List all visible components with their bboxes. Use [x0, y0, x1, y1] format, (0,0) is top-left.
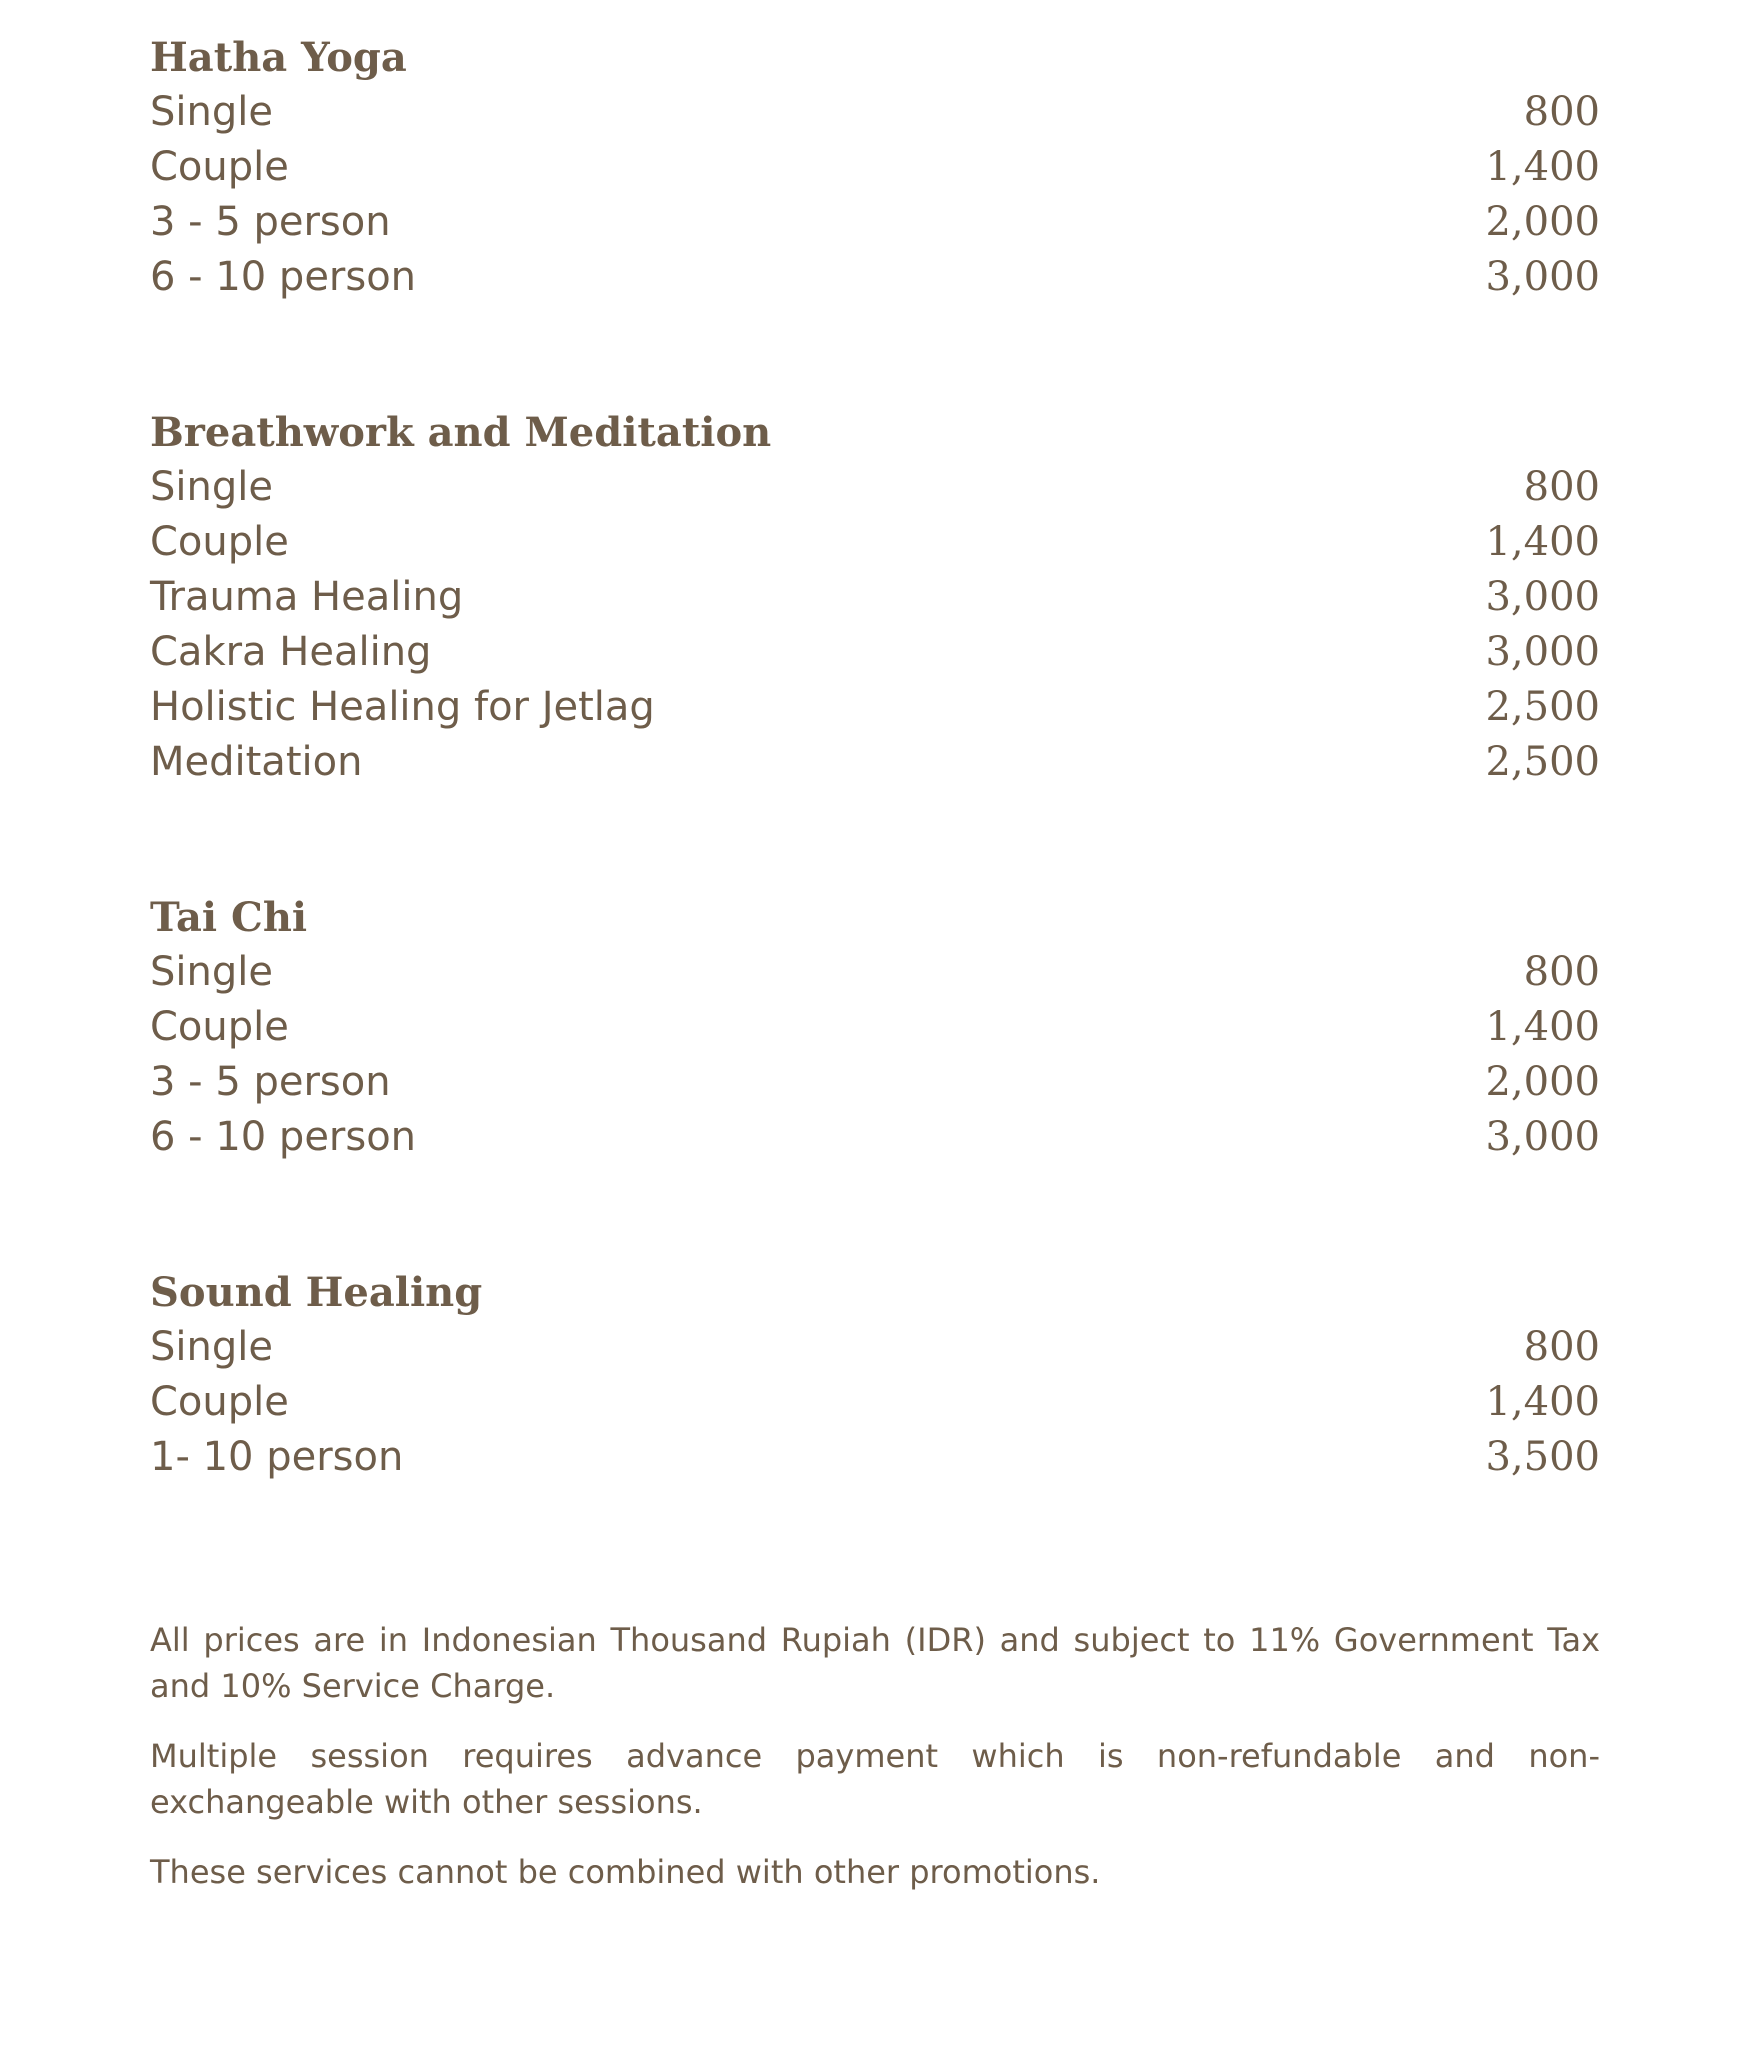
- item-label: Trauma Healing: [150, 574, 464, 620]
- price-row: [150, 680, 1600, 735]
- item-price: 3,500: [1485, 1434, 1600, 1480]
- item-price: 1,400: [1485, 144, 1600, 190]
- item-label: Holistic Healing for Jetlag: [150, 684, 655, 730]
- item-price: 3,000: [1485, 254, 1600, 300]
- item-label: 6 - 10 person: [150, 1114, 417, 1160]
- item-label: Couple: [150, 519, 289, 565]
- item-price: 1,400: [1485, 519, 1600, 565]
- item-price: 800: [1523, 949, 1600, 995]
- item-label: 1- 10 person: [150, 1434, 404, 1480]
- section-title: Breathwork and Meditation: [150, 409, 772, 456]
- item-price: 2,500: [1485, 684, 1600, 730]
- section-hatha-yoga: [150, 30, 1600, 305]
- section-title: Sound Healing: [150, 1269, 483, 1316]
- price-row: [150, 195, 1600, 250]
- price-row: [150, 515, 1600, 570]
- item-price: 2,000: [1485, 199, 1600, 245]
- price-row: [150, 625, 1600, 680]
- item-price: 1,400: [1485, 1004, 1600, 1050]
- price-row: [150, 1375, 1600, 1430]
- price-row: [150, 1110, 1600, 1165]
- price-row: [150, 1430, 1600, 1485]
- section-breathwork-meditation: [150, 405, 1600, 790]
- price-row: [150, 945, 1600, 1000]
- item-price: 800: [1523, 89, 1600, 135]
- section-sound-healing: [150, 1265, 1600, 1485]
- item-label: Couple: [150, 1379, 289, 1425]
- item-price: 3,000: [1485, 574, 1600, 620]
- note-promotions: These services cannot be combined with other promotions.: [150, 1853, 1101, 1891]
- section-title: Hatha Yoga: [150, 34, 407, 81]
- note-advance-payment: Multiple session requires advance payment which is non-refundable and non-exchangeable with other sessions.: [150, 1737, 1600, 1821]
- price-row: [150, 1055, 1600, 1110]
- section-tai-chi: [150, 890, 1600, 1165]
- price-row: [150, 140, 1600, 195]
- item-label: 3 - 5 person: [150, 199, 391, 245]
- item-price: 3,000: [1485, 1114, 1600, 1160]
- price-row: [150, 735, 1600, 790]
- price-row: [150, 1000, 1600, 1055]
- price-row: [150, 85, 1600, 140]
- item-label: 6 - 10 person: [150, 254, 417, 300]
- item-label: Meditation: [150, 739, 363, 785]
- note-tax: All prices are in Indonesian Thousand Rupiah (IDR) and subject to 11% Government Tax and 10% Service Charge.: [150, 1621, 1600, 1705]
- section-title: Tai Chi: [150, 894, 308, 941]
- price-row: [150, 460, 1600, 515]
- item-label: Couple: [150, 144, 289, 190]
- item-price: 2,000: [1485, 1059, 1600, 1105]
- item-label: Couple: [150, 1004, 289, 1050]
- item-price: 800: [1523, 464, 1600, 510]
- price-list: [150, 30, 1600, 1919]
- item-label: 3 - 5 person: [150, 1059, 391, 1105]
- item-label: Single: [150, 1324, 273, 1370]
- item-label: Single: [150, 464, 273, 510]
- item-label: Cakra Healing: [150, 629, 432, 675]
- item-label: Single: [150, 949, 273, 995]
- terms-notes: [150, 1617, 1600, 1895]
- price-row: [150, 1320, 1600, 1375]
- item-price: 3,000: [1485, 629, 1600, 675]
- item-price: 1,400: [1485, 1379, 1600, 1425]
- price-row: [150, 250, 1600, 305]
- item-price: 800: [1523, 1324, 1600, 1370]
- item-label: Single: [150, 89, 273, 135]
- price-row: [150, 570, 1600, 625]
- item-price: 2,500: [1485, 739, 1600, 785]
